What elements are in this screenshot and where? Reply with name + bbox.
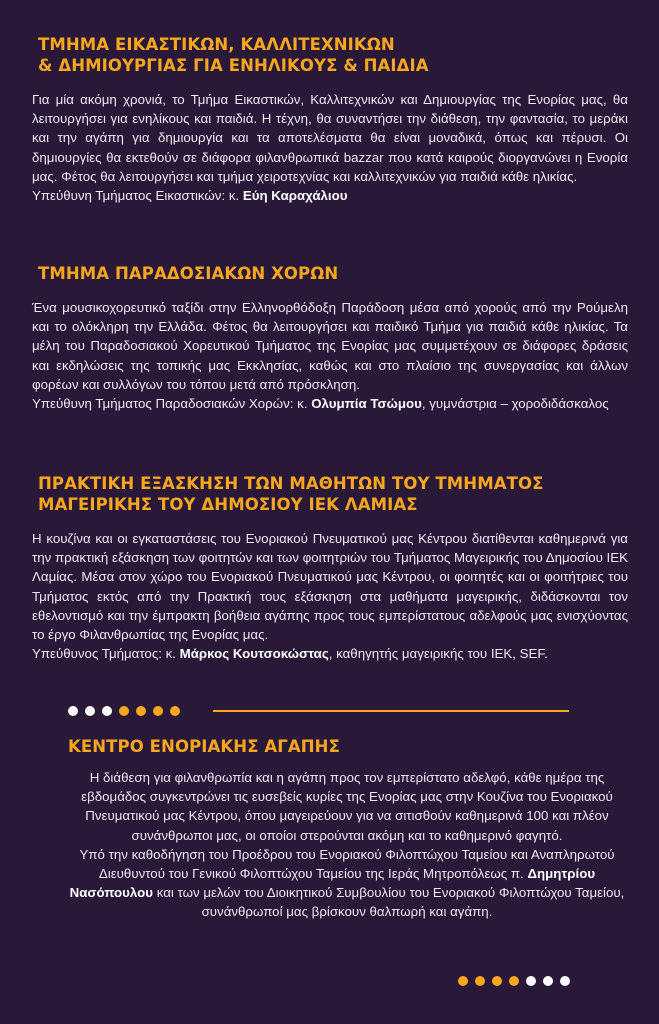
dot-icon xyxy=(102,706,112,716)
dot-icon xyxy=(68,706,78,716)
title-line: ΠΡΑΚΤΙΚΗ ΕΞΑΣΚΗΣΗ ΤΩΝ ΜΑΘΗΤΩΝ ΤΟΥ ΤΜΗΜΑΤΟΣ xyxy=(38,474,544,493)
paragraph: Ένα μουσικοχορευτικό ταξίδι στην Ελληνορθόδοξη Παράδοση μέσα από χορούς από την Ρούμελη και το ολόκληρη την Ελλάδα. Φέτος θα λειτουργήσει και παιδικό Τμήμα για παιδιά κάθε ηλικίας. Τα μέλη του Παραδοσιακού Χορευτικού Τμήματος της Ενορίας μας συμμετέχουν σε διάφορες δράσεις και εκδηλώσεις της τοπικής μας Εκκλησίας, καθώς και στο πλαίσιο της συνεργασίας και άλλων φορέων και συλλόγων του τόπου μετά από πρόσκληση. xyxy=(32,300,628,392)
section-divider xyxy=(68,706,569,716)
section-body-parish-love-center xyxy=(64,768,630,922)
dot-icon xyxy=(560,976,570,986)
paragraph: Η διάθεση για φιλανθρωπία και η αγάπη προς τον εμπερίστατο αδελφό, κάθε ημέρα της εβδομάδος συγκεντρώνει τις ευσεβείς κυρίες της Ενορίας μας στην Κουζίνα του Ενοριακού Πνευματικού μας Κέντρου, όπου μαγειρεύουν για να σιτισθούν καθημερινά 100 και πλέον συνάνθρωποι μας, οι οποίοι στερούνται ακόμη και το καθημερινό φαγητό. xyxy=(81,770,613,843)
dot-icon xyxy=(475,976,485,986)
dot-icon xyxy=(492,976,502,986)
dot-icon xyxy=(119,706,129,716)
responsible-line: Υπεύθυνη Τμήματος Εικαστικών: κ. Εύη Καραχάλιου xyxy=(32,188,348,204)
priest-name: Δημητρίου Νασόπουλου xyxy=(69,866,596,901)
dot-icon xyxy=(170,706,180,716)
section-title-traditional-dances: ΤΜΗΜΑ ΠΑΡΑΔΟΣΙΑΚΩΝ ΧΟΡΩΝ xyxy=(38,264,339,283)
title-line: & ΔΗΜΙΟΥΡΓΙΑΣ ΓΙΑ ΕΝΗΛΙΚΟΥΣ & ΠΑΙΔΙΑ xyxy=(38,56,429,75)
dot-icon xyxy=(509,976,519,986)
section-body-cooking-practice xyxy=(32,529,628,663)
responsible-name: Ολυμπία Τσώμου xyxy=(311,396,422,412)
title-line: ΤΜΗΜΑ ΕΙΚΑΣΤΙΚΩΝ, ΚΑΛΛΙΤΕΧΝΙΚΩΝ xyxy=(38,35,395,54)
paragraph: Για μία ακόμη χρονιά, το Τμήμα Εικαστικών, Καλλιτεχνικών και Δημιουργίας της Ενορίας μας, θα λειτουργήσει για ενηλίκους και παιδιά. Η τέχνη, θα συναντήσει την διάθεση, την φαντασία, το μεράκι και την αγάπη για δημιουργία και τα αποτελέσματα θα είναι μοναδικά, όπως και πέρυσι. Οι δημιουργίες θα εκτεθούν σε διάφορα φιλανθρωπικά bazzar που κατά καιρούς διοργανώνει η Ενορία μας. Φέτος θα λειτουργήσει και τμήμα χειροτεχνίας και καλλιτεχνικών για παιδιά κάθε ηλικίας. xyxy=(32,92,628,184)
section-title-cooking-practice xyxy=(38,473,543,515)
dot-icon xyxy=(136,706,146,716)
paragraph: Η κουζίνα και οι εγκαταστάσεις του Ενοριακού Πνευματικού μας Κέντρου διατίθενται καθημερινά για την πρακτική εξάσκηση των φοιτητών και των φοιτητριών του Τμήματος Μαγειρικής του Δημοσίου ΙΕΚ Λαμίας. Μέσα στον χώρο του Ενοριακού Πνευματικού μας Κέντρου, οι φοιτητές και οι φοιτήτριες του Τμήματος εκτός από την Πρακτική τους εξάσκηση στα μαθήματα μαγειρικής, διδάσκονται τον εθελοντισμό και την έμπρακτη βοήθεια αγάπης προς τους εμπερίστατους αδελφούς μας ενισχύοντας το έργο Φιλανθρωπίας της Ενορίας μας. xyxy=(32,531,628,643)
dot-icon xyxy=(543,976,553,986)
section-body-visual-arts xyxy=(32,90,628,205)
section-body-traditional-dances xyxy=(32,298,628,413)
section-divider xyxy=(458,976,577,986)
responsible-name: Εύη Καραχάλιου xyxy=(242,188,348,204)
responsible-line: Υπεύθυνη Τμήματος Παραδοσιακών Χορών: κ. Ολυμπία Τσώμου, γυμνάστρια – χοροδιδάσκαλος xyxy=(32,396,609,412)
responsible-name: Μάρκος Κουτσοκώστας xyxy=(179,646,329,662)
dot-icon xyxy=(526,976,536,986)
responsible-line: Υπεύθυνος Τμήματος: κ. Μάρκος Κουτσοκώστας, καθηγητής μαγειρικής του ΙΕΚ, SEF. xyxy=(32,646,548,662)
title-line: ΜΑΓΕΙΡΙΚΗΣ ΤΟΥ ΔΗΜΟΣΙΟΥ ΙΕΚ ΛΑΜΙΑΣ xyxy=(38,495,418,514)
dot-icon xyxy=(85,706,95,716)
divider-line xyxy=(213,710,569,712)
dot-icon xyxy=(458,976,468,986)
section-title-parish-love-center: ΚΕΝΤΡΟ ΕΝΟΡΙΑΚΗΣ ΑΓΑΠΗΣ xyxy=(68,737,340,756)
paragraph: Υπό την καθοδήγηση του Προέδρου του Ενοριακού Φιλοπτώχου Ταμείου και Αναπληρωτού Διευθυντού του Γενικού Φιλοπτώχου Ταμείου της Ιεράς Μητροπόλεως π. Δημητρίου Νασόπουλου και των μελών του Διοικητικού Συμβουλίου του Ενοριακού Φιλοπτώχου Ταμείου, συνάνθρωποί μας βρίσκουν θαλπωρή και αγάπη. xyxy=(69,846,625,920)
section-title-visual-arts xyxy=(38,34,429,76)
dot-icon xyxy=(153,706,163,716)
